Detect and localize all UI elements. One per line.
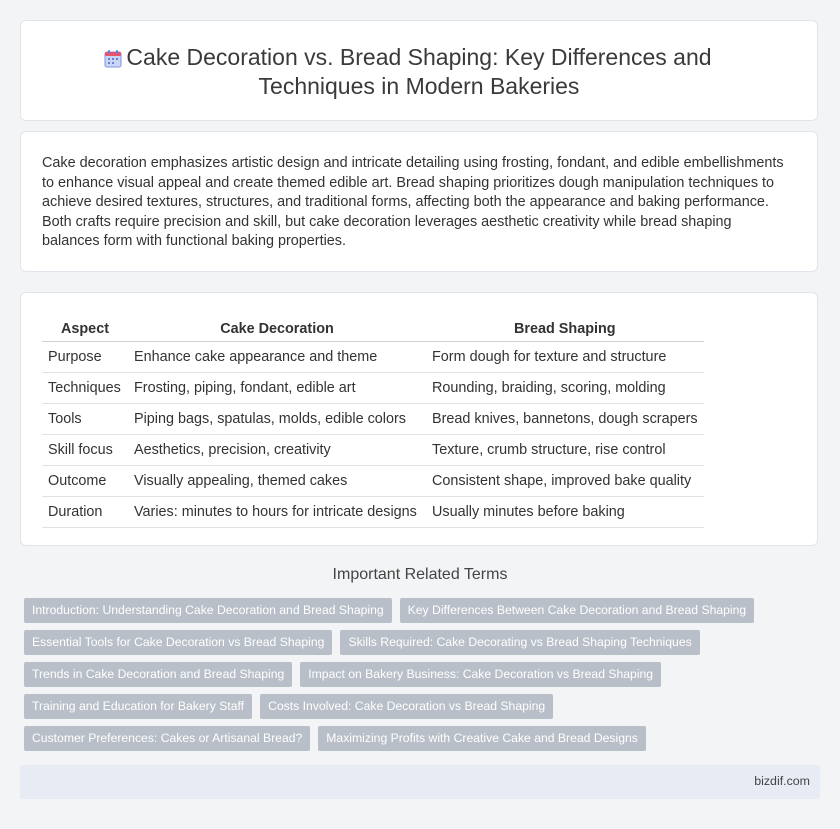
header-aspect: Aspect — [42, 315, 128, 342]
table-row — [42, 342, 704, 373]
tag-row — [24, 598, 824, 630]
intro-text: Cake decoration emphasizes artistic design and intricate detailing using frosting, fondant, and edible embellishments to enhance visual appeal and create themed edible art. Bread shaping prioritizes dough manipulation techniques to achieve desired textures, structures, and traditional forms, affecting both the appearance and baking performance. Both crafts require precision and skill, but cake decoration leverages aesthetic creativity while bread shaping balances form with functional baking properties. — [42, 155, 784, 250]
cell-aspect: Duration — [42, 497, 128, 528]
related-term-link[interactable]: Introduction: Understanding Cake Decoration and Bread Shaping — [24, 598, 392, 623]
tag-row — [24, 662, 824, 694]
footer — [20, 765, 820, 799]
footer-site-name: bizdif.com — [754, 774, 810, 788]
page-title-line-2: Techniques in Modern Bakeries — [258, 73, 580, 99]
related-term-link[interactable]: Key Differences Between Cake Decoration and Bread Shaping — [400, 598, 755, 623]
cell-bread: Consistent shape, improved bake quality — [426, 466, 704, 497]
table-row — [42, 435, 704, 466]
comparison-card — [20, 292, 818, 546]
cell-aspect: Purpose — [42, 342, 128, 373]
header-cake-decoration: Cake Decoration — [128, 315, 426, 342]
cell-bread: Rounding, braiding, scoring, molding — [426, 373, 704, 404]
cell-cake: Enhance cake appearance and theme — [128, 342, 426, 373]
related-term-link[interactable]: Essential Tools for Cake Decoration vs Bread Shaping — [24, 630, 332, 655]
table-row — [42, 466, 704, 497]
header-bread-shaping: Bread Shaping — [426, 315, 704, 342]
cell-cake: Piping bags, spatulas, molds, edible colors — [128, 404, 426, 435]
intro-card — [20, 131, 818, 272]
related-term-link[interactable]: Impact on Bakery Business: Cake Decoration vs Bread Shaping — [300, 662, 661, 687]
page-title — [126, 43, 711, 101]
related-terms-title: Important Related Terms — [332, 566, 508, 583]
related-term-link[interactable]: Costs Involved: Cake Decoration vs Bread Shaping — [260, 694, 553, 719]
related-term-link[interactable]: Trends in Cake Decoration and Bread Shaping — [24, 662, 292, 687]
cell-cake: Varies: minutes to hours for intricate designs — [128, 497, 426, 528]
tag-row — [24, 630, 824, 662]
table-row — [42, 373, 704, 404]
related-terms-list — [24, 598, 824, 758]
related-term-link[interactable]: Maximizing Profits with Creative Cake and Bread Designs — [318, 726, 646, 751]
cell-cake: Frosting, piping, fondant, edible art — [128, 373, 426, 404]
tag-row — [24, 726, 824, 758]
cell-bread: Form dough for texture and structure — [426, 342, 704, 373]
table-row — [42, 404, 704, 435]
cell-aspect: Techniques — [42, 373, 128, 404]
tag-row — [24, 694, 824, 726]
related-term-link[interactable]: Customer Preferences: Cakes or Artisanal Bread? — [24, 726, 310, 751]
header-card — [20, 20, 818, 121]
cell-aspect: Tools — [42, 404, 128, 435]
cell-bread: Usually minutes before baking — [426, 497, 704, 528]
table-header-row — [42, 315, 704, 342]
cell-bread: Bread knives, bannetons, dough scrapers — [426, 404, 704, 435]
cell-aspect: Outcome — [42, 466, 128, 497]
page-title-line-1: Cake Decoration vs. Bread Shaping: Key Differences and — [126, 44, 712, 70]
cell-cake: Visually appealing, themed cakes — [128, 466, 426, 497]
cell-bread: Texture, crumb structure, rise control — [426, 435, 704, 466]
table-row — [42, 497, 704, 528]
comparison-table — [42, 315, 704, 528]
related-term-link[interactable]: Training and Education for Bakery Staff — [24, 694, 252, 719]
cell-cake: Aesthetics, precision, creativity — [128, 435, 426, 466]
related-term-link[interactable]: Skills Required: Cake Decorating vs Bread Shaping Techniques — [340, 630, 699, 655]
cell-aspect: Skill focus — [42, 435, 128, 466]
